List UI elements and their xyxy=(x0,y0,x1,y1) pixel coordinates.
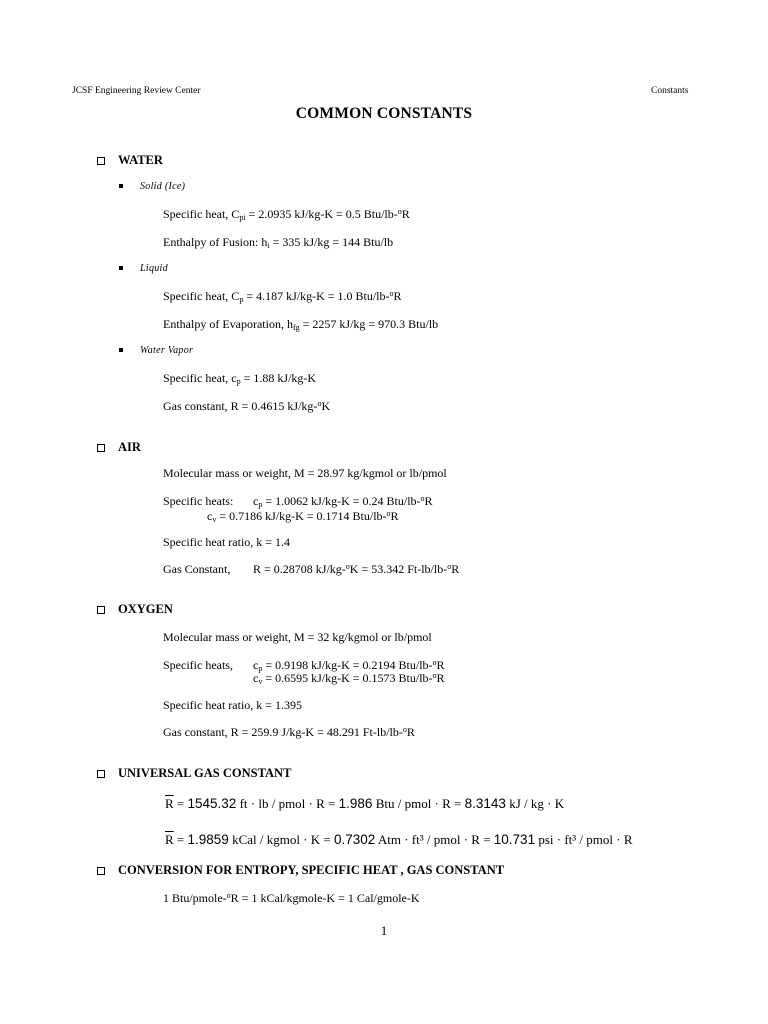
air-gas-constant-label: Gas Constant, xyxy=(163,562,231,576)
air-cv: $c_v = 0.7186$ kJ/kg-K = 0.1714 Btu/lb-$^o$R xyxy=(207,509,399,524)
air-cp: $c_p = 1.0062$ kJ/kg-K = 0.24 Btu/lb-$^o$R xyxy=(253,494,433,509)
page-number: 1 xyxy=(380,923,388,938)
air-heat-ratio: Specific heat ratio, k = 1.4 xyxy=(163,535,291,549)
water-vapor-label: Water Vapor xyxy=(140,345,194,356)
water-solid-specific-heat: Specific heat, $C_{pi} = 2.0935$ kJ/kg-K = 0.5 Btu/lb-$^o$R xyxy=(163,207,410,222)
oxygen-molecular-mass: Molecular mass or weight, M = 32 kg/kgmol or lb/pmol xyxy=(163,630,432,644)
conversion-line: 1 Btu/pmole-$^o$R = 1 kCal/kgmole-K = 1 Cal/gmole-K xyxy=(163,891,420,905)
oxygen-heat-ratio: Specific heat ratio, k = 1.395 xyxy=(163,698,303,712)
checkbox-icon xyxy=(97,770,105,778)
universal-equation-2: $\overline{R} = 1.9859$ kCal / kgmol · K = 0.7302 Atm · ft³ / pmol · R = 10.731 psi · ft³ / pmol · R xyxy=(165,832,633,847)
water-solid-label: Solid (Ice) xyxy=(140,181,186,192)
section-oxygen-heading: OXYGEN xyxy=(118,602,173,616)
header-right: Constants xyxy=(651,86,689,96)
bullet-icon xyxy=(119,266,123,270)
water-solid-fusion: Enthalpy of Fusion: $h_i = 335$ kJ/kg = 144 Btu/lb xyxy=(163,235,394,250)
air-molecular-mass: Molecular mass or weight, M = 28.97 kg/kgmol or lb/pmol xyxy=(163,466,447,480)
water-vapor-gas-constant: Gas constant, R = 0.4615 kJ/kg-$^o$K xyxy=(163,399,331,413)
checkbox-icon xyxy=(97,606,105,614)
water-vapor-specific-heat: Specific heat, $c_p = 1.88$ kJ/kg-K xyxy=(163,371,317,386)
air-gas-constant: R = 0.28708 kJ/kg-$^o$K = 53.342 Ft-lb/lb-$^o$R xyxy=(253,562,460,576)
page-title: COMMON CONSTANTS xyxy=(295,105,473,122)
section-conversion-heading: CONVERSION FOR ENTROPY, SPECIFIC HEAT , GAS CONSTANT xyxy=(118,863,505,877)
checkbox-icon xyxy=(97,867,105,875)
water-liquid-specific-heat: Specific heat, $C_p = 4.187$ kJ/kg-K = 1.0 Btu/lb-$^o$R xyxy=(163,289,402,304)
water-liquid-label: Liquid xyxy=(140,263,168,274)
oxygen-cv: $c_v = 0.6595$ kJ/kg-K = 0.1573 Btu/lb-$^o$R xyxy=(253,671,445,686)
checkbox-icon xyxy=(97,444,105,452)
header-left: JCSF Engineering Review Center xyxy=(72,86,201,96)
universal-equation-1: $\overline{R} = 1545.32$ ft · lb / pmol · R = 1.986 Btu / pmol · R = 8.3143 kJ / kg · K xyxy=(165,796,565,811)
section-universal-heading: UNIVERSAL GAS CONSTANT xyxy=(118,766,292,780)
oxygen-specific-heats-label: Specific heats, xyxy=(163,658,233,672)
bullet-icon xyxy=(119,348,123,352)
section-air-heading: AIR xyxy=(118,440,141,454)
oxygen-cp: $c_p = 0.9198$ kJ/kg-K = 0.2194 Btu/lb-$^o$R xyxy=(253,658,445,673)
section-water-heading: WATER xyxy=(118,153,163,167)
water-liquid-evaporation: Enthalpy of Evaporation, $h_{fg} = 2257$ kJ/kg = 970.3 Btu/lb xyxy=(163,317,439,332)
oxygen-gas-constant: Gas constant, R = 259.9 J/kg-K = 48.291 Ft-lb/lb-$^o$R xyxy=(163,725,415,739)
air-specific-heats-label: Specific heats: xyxy=(163,494,234,508)
checkbox-icon xyxy=(97,157,105,165)
bullet-icon xyxy=(119,184,123,188)
